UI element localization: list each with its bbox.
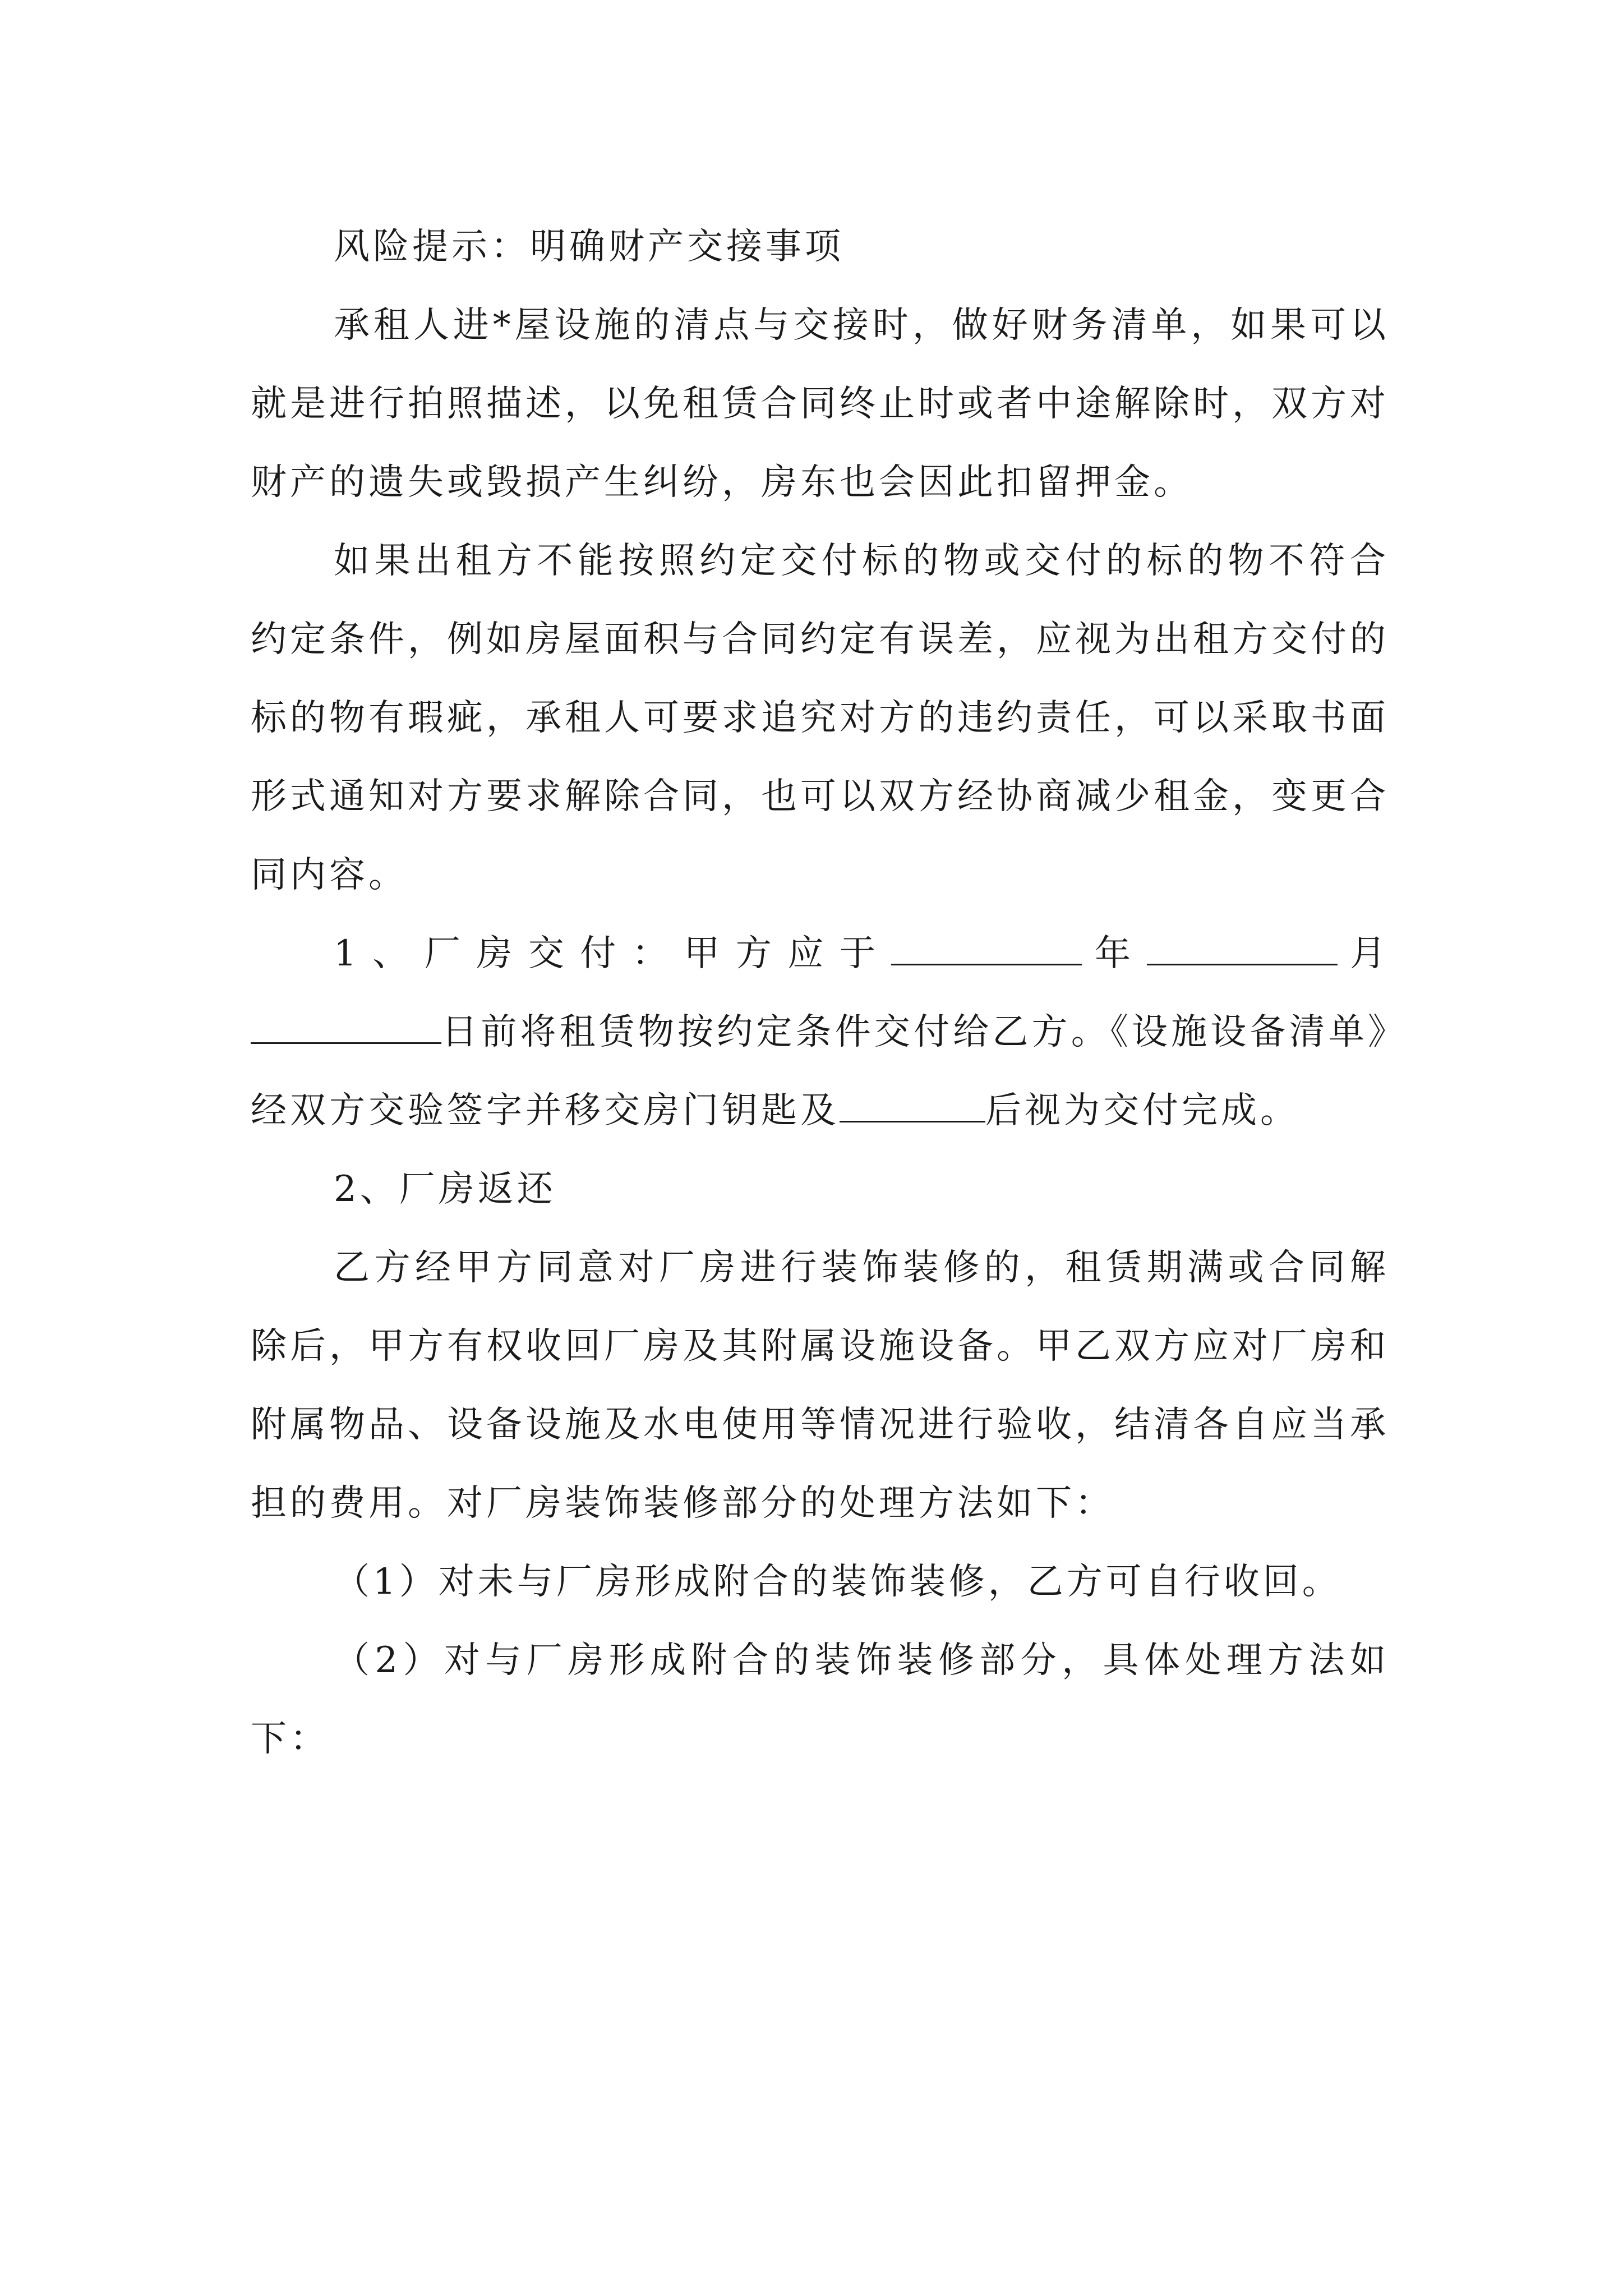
paragraph-defect-remedy: 如果出租方不能按照约定交付标的物或交付的标的物不符合约定条件，例如房屋面积与合同约定有误差，应视为出租方交付的标的物有瑕疵，承租人可要求追究对方的违约责任，可以采取书面形式通知对方要求解除合同，也可以双方经协商减少租金，变更合同内容。 — [251, 540, 1389, 896]
item-blank-line — [840, 1086, 985, 1122]
month-blank-line — [1147, 929, 1338, 965]
risk-tip-heading: 风险提示：明确财产交接事项 — [334, 226, 844, 268]
paragraph-inventory-handover: 承租人进*屋设施的清点与交接时，做好财务清单，如果可以就是进行拍照描述，以免租赁合同终止时或者中途解除时，双方对财产的遗失或毁损产生纠纷，房东也会因此扣留押金。 — [251, 305, 1389, 503]
clause-1-text-e: 后视为交付完成。 — [985, 1090, 1299, 1131]
clause-1-delivery — [251, 914, 1389, 1150]
paragraph-return-inspection: 乙方经甲方同意对厂房进行装饰装修的，租赁期满或合同解除后，甲方有权收回厂房及其附属设施设备。甲乙双方应对厂房和附属物品、设备设施及水电使用等情况进行验收，结清各自应当承担的费用。对厂房装饰装修部分的处理方法如下： — [251, 1247, 1389, 1524]
item-1-non-attached: （1）对未与厂房形成附合的装饰装修，乙方可自行收回。 — [334, 1561, 1341, 1603]
clause-1-text-b: 年 — [1082, 933, 1147, 974]
clause-1-text-a: 1、厂房交付：甲方应于 — [334, 933, 892, 974]
item-2-attached: （2）对与厂房形成附合的装饰装修部分，具体处理方法如下： — [251, 1640, 1389, 1760]
year-blank-line — [891, 929, 1082, 965]
clause-1-text-d: 日前将租赁物按约定条件交付给乙方。《设施设备清单》经双方交验签字并移交房门钥匙及 — [251, 1011, 1389, 1131]
clause-1-text-c: 月 — [1337, 933, 1390, 974]
document-body — [251, 208, 1389, 1778]
day-blank-line — [251, 1007, 441, 1044]
clause-2-heading: 2、厂房返还 — [334, 1168, 556, 1210]
